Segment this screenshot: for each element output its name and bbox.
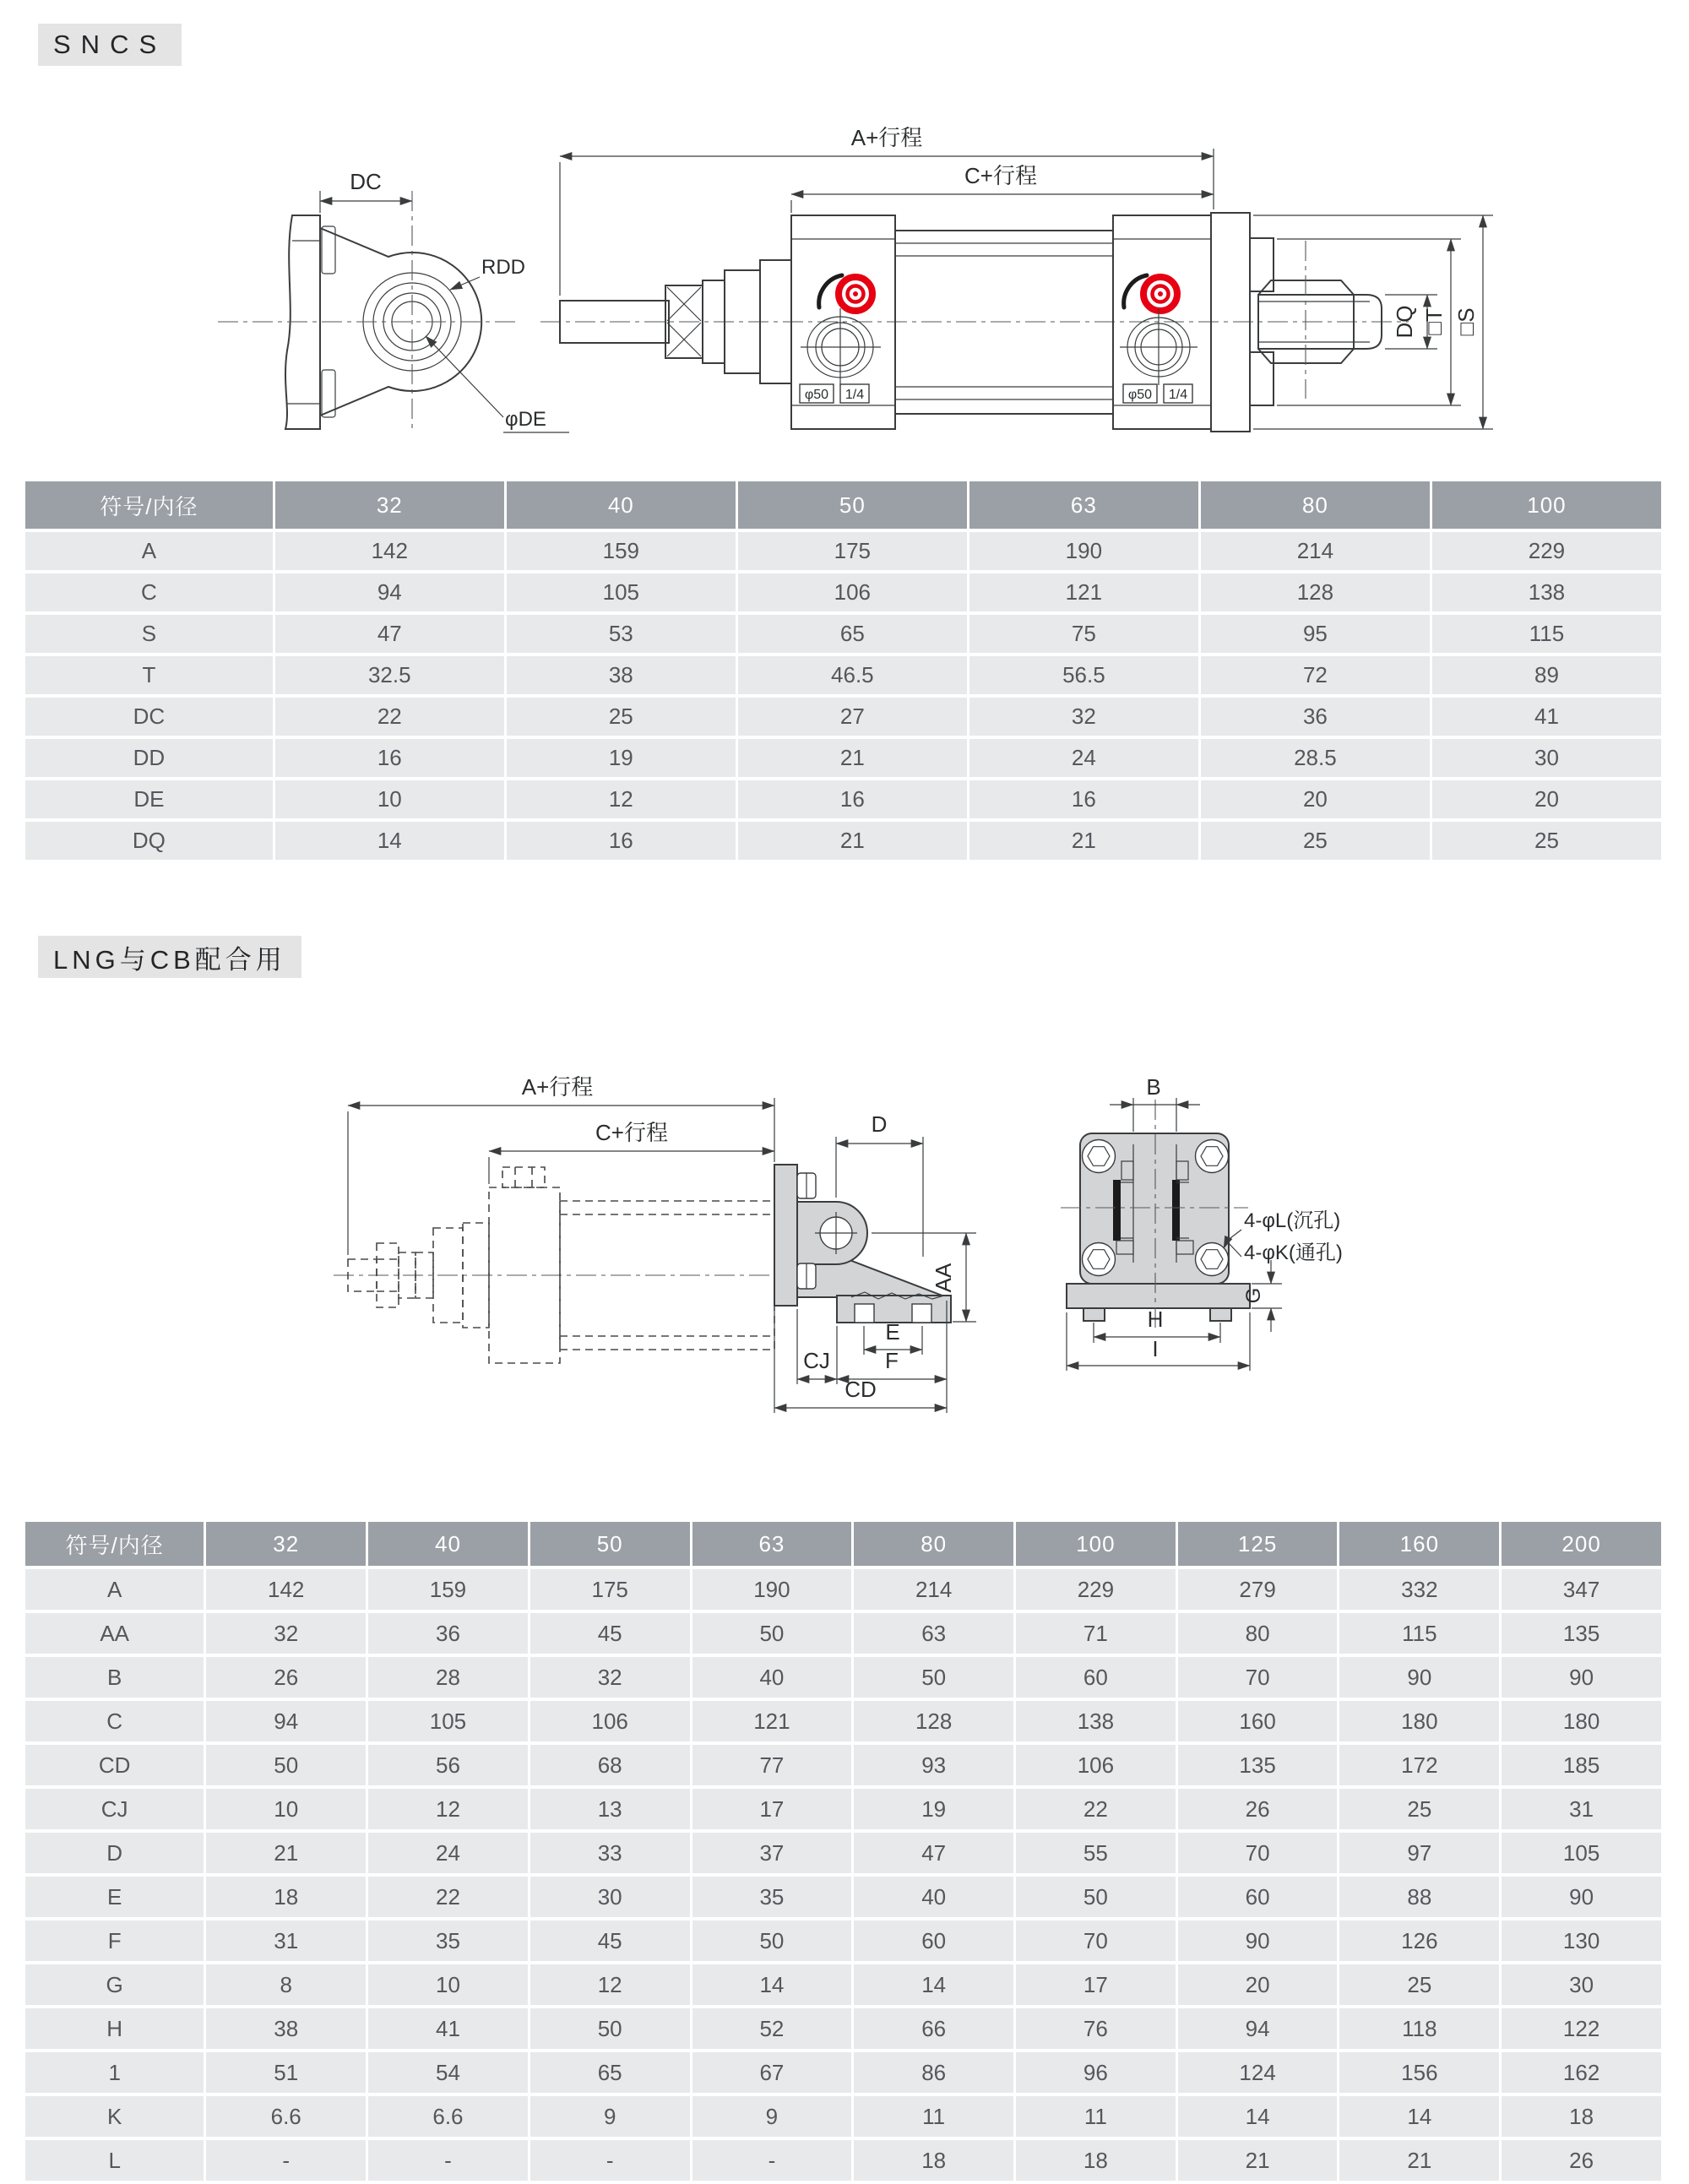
table-cell: 214 [1199, 530, 1431, 572]
table-cell: 38 [205, 2007, 367, 2051]
table-cell: 106 [529, 1699, 691, 1743]
table-cell: 25 [1199, 820, 1431, 861]
table-row [25, 2051, 1663, 2094]
table-col-header: 63 [691, 1522, 853, 1567]
table-cell: 122 [1501, 2007, 1663, 2051]
table-cell: 17 [1015, 1963, 1177, 2007]
dim-label-cd: CD [844, 1377, 877, 1402]
table-cell: 115 [1339, 1611, 1501, 1655]
table-cell: 63 [853, 1611, 1015, 1655]
sncs-technical-drawing [0, 68, 1689, 481]
table-cell: 36 [1199, 696, 1431, 737]
table-cell: 6.6 [205, 2094, 367, 2138]
dim-label-f: F [885, 1348, 899, 1373]
cylinder-side-view [540, 215, 1409, 429]
table-cell: 105 [1501, 1831, 1663, 1875]
dim-label-t: □T [1421, 308, 1447, 335]
table-cell: 50 [205, 1743, 367, 1787]
table-col-header: 50 [736, 481, 968, 530]
table-cell: 10 [367, 1963, 530, 2007]
table-cell: 32 [529, 1655, 691, 1699]
table-cell: 135 [1501, 1611, 1663, 1655]
table-cell: 71 [1015, 1611, 1177, 1655]
table-cell: 124 [1176, 2051, 1339, 2094]
port-badge-front: 1/4 [844, 388, 865, 402]
table-cell: 21 [736, 820, 968, 861]
row-label: F [25, 1919, 205, 1963]
table-cell: 67 [691, 2051, 853, 2094]
table-cell: 77 [691, 1743, 853, 1787]
section1-title: SNCS [53, 30, 167, 59]
table-cell: 20 [1431, 779, 1662, 820]
table-cell: 11 [853, 2094, 1015, 2138]
table-col-header: 80 [1199, 481, 1431, 530]
callout-counterbore: 4-φL(沉孔) [1244, 1209, 1341, 1232]
table-cell: 47 [274, 613, 505, 655]
table-cell: 50 [691, 1611, 853, 1655]
dimension-cd [774, 1309, 947, 1413]
table-cell: 11 [1015, 2094, 1177, 2138]
row-label: CJ [25, 1787, 205, 1831]
row-label: B [25, 1655, 205, 1699]
table-col-header: 32 [274, 481, 505, 530]
table-cell: 40 [691, 1655, 853, 1699]
table-cell: 96 [1015, 2051, 1177, 2094]
table-cell: 142 [205, 1567, 367, 1611]
table-header-row [25, 1522, 1663, 1567]
table-cell: 65 [529, 2051, 691, 2094]
table-cell: 20 [1176, 1963, 1339, 2007]
table-cell: 86 [853, 2051, 1015, 2094]
table-cell: 18 [205, 1875, 367, 1919]
table-cell: 17 [691, 1787, 853, 1831]
dim-label-a-stroke-2: A+行程 [521, 1074, 594, 1100]
table-cell: 26 [1501, 2138, 1663, 2182]
dimension-table [25, 1522, 1664, 2184]
table-cell: 90 [1176, 1919, 1339, 1963]
table-col-header: 100 [1431, 481, 1662, 530]
table-cell: 24 [367, 1831, 530, 1875]
table-row [25, 1963, 1663, 2007]
table-row [25, 1611, 1663, 1655]
dimension-dc [320, 169, 412, 213]
table-cell: 121 [968, 572, 1199, 613]
table-cell: 32 [968, 696, 1199, 737]
table-cell: 54 [367, 2051, 530, 2094]
table-cell: 41 [367, 2007, 530, 2051]
table-cell: 70 [1015, 1919, 1177, 1963]
table-cell: 89 [1431, 655, 1662, 696]
dim-label-dc: DC [350, 169, 382, 194]
hole-callouts [1224, 1209, 1343, 1264]
table-cell: 45 [529, 1919, 691, 1963]
cylinder-phantom-view [334, 1167, 794, 1363]
table-cell: 128 [853, 1699, 1015, 1743]
dim-label-i: I [1152, 1336, 1159, 1361]
table-cell: 21 [205, 1831, 367, 1875]
table-cell: 60 [1176, 1875, 1339, 1919]
clevis-end-view [218, 191, 517, 431]
rear-port-badges [1123, 384, 1192, 403]
table-col-header: 100 [1015, 1522, 1177, 1567]
dim-label-cj: CJ [803, 1348, 830, 1373]
table-cell: 105 [505, 572, 736, 613]
table-col-header: 80 [853, 1522, 1015, 1567]
table-cell: 56 [367, 1743, 530, 1787]
dim-label-c-stroke: C+行程 [964, 163, 1037, 188]
table-cell: 159 [505, 530, 736, 572]
table-cell: 106 [1015, 1743, 1177, 1787]
table-col-header: 50 [529, 1522, 691, 1567]
row-label: CD [25, 1743, 205, 1787]
table-cell: 94 [274, 572, 505, 613]
table-corner-header: 符号/内径 [25, 1522, 205, 1567]
table-cell: 37 [691, 1831, 853, 1875]
table-cell: 14 [853, 1963, 1015, 2007]
table-cell: 332 [1339, 1567, 1501, 1611]
table-row [25, 1655, 1663, 1699]
table-cell: 185 [1501, 1743, 1663, 1787]
table-cell: 30 [1431, 737, 1662, 779]
dim-label-h: H [1147, 1307, 1164, 1332]
table-cell: 95 [1199, 613, 1431, 655]
table-cell: 106 [736, 572, 968, 613]
table-header-row [25, 481, 1663, 530]
table-cell: 14 [1176, 2094, 1339, 2138]
table-cell: 90 [1501, 1655, 1663, 1699]
dim-label-s: □S [1453, 307, 1479, 336]
table-cell: 130 [1501, 1919, 1663, 1963]
table-cell: 45 [529, 1611, 691, 1655]
lng-cb-technical-drawing [0, 971, 1689, 1520]
table-cell: 50 [1015, 1875, 1177, 1919]
table-cell: - [205, 2138, 367, 2182]
table-col-header: 125 [1176, 1522, 1339, 1567]
row-label: DQ [25, 820, 274, 861]
table-row [25, 1743, 1663, 1787]
dimension-table [25, 481, 1664, 863]
table-cell: 20 [1199, 779, 1431, 820]
port-badge-rear: 1/4 [1168, 388, 1188, 402]
table-cell: 27 [736, 696, 968, 737]
table-row [25, 1699, 1663, 1743]
table-cell: 70 [1176, 1831, 1339, 1875]
row-label: DE [25, 779, 274, 820]
table-cell: 162 [1501, 2051, 1663, 2094]
dim-label-b: B [1146, 1074, 1161, 1100]
table-cell: 32.5 [274, 655, 505, 696]
table-cell: 50 [529, 2007, 691, 2051]
table-row [25, 1875, 1663, 1919]
table-cell: 60 [1015, 1655, 1177, 1699]
row-label: K [25, 2094, 205, 2138]
row-label: S [25, 613, 274, 655]
table-cell: 126 [1339, 1919, 1501, 1963]
bore-badge-rear: φ50 [1127, 388, 1153, 402]
table-col-header: 32 [205, 1522, 367, 1567]
table-cell: 10 [205, 1787, 367, 1831]
table-cell: 90 [1339, 1655, 1501, 1699]
table-cell: 70 [1176, 1655, 1339, 1699]
table-cell: 8 [205, 1963, 367, 2007]
table-row [25, 820, 1663, 861]
table-cell: 21 [1176, 2138, 1339, 2182]
table-cell: 56.5 [968, 655, 1199, 696]
table-cell: 10 [274, 779, 505, 820]
table-cell: - [691, 2138, 853, 2182]
row-label: AA [25, 1611, 205, 1655]
table-cell: 16 [968, 779, 1199, 820]
table-cell: 53 [505, 613, 736, 655]
table-cell: 19 [505, 737, 736, 779]
front-cushion-adjuster-icon [819, 275, 872, 311]
table-row [25, 572, 1663, 613]
dimension-a-stroke-2 [348, 1074, 774, 1255]
row-label: E [25, 1875, 205, 1919]
table-cell: 9 [691, 2094, 853, 2138]
table-col-header: 200 [1501, 1522, 1663, 1567]
table-cell: 160 [1176, 1699, 1339, 1743]
table-col-header: 63 [968, 481, 1199, 530]
row-label: A [25, 1567, 205, 1611]
table-cell: 90 [1501, 1875, 1663, 1919]
lng-cb-dimension-table [25, 1522, 1664, 2184]
table-cell: 65 [736, 613, 968, 655]
table-cell: 180 [1339, 1699, 1501, 1743]
table-col-header: 40 [505, 481, 736, 530]
table-cell: 190 [968, 530, 1199, 572]
table-cell: 12 [367, 1787, 530, 1831]
dim-label-de: φDE [505, 408, 546, 431]
table-row [25, 737, 1663, 779]
table-cell: 76 [1015, 2007, 1177, 2051]
row-label: DD [25, 737, 274, 779]
table-cell: 16 [736, 779, 968, 820]
table-cell: 60 [853, 1919, 1015, 1963]
rear-cushion-adjuster-icon [1124, 275, 1177, 311]
table-cell: 30 [1501, 1963, 1663, 2007]
table-cell: 88 [1339, 1875, 1501, 1919]
table-row [25, 2094, 1663, 2138]
table-cell: 105 [367, 1699, 530, 1743]
table-cell: - [529, 2138, 691, 2182]
table-cell: 36 [367, 1611, 530, 1655]
table-cell: 138 [1431, 572, 1662, 613]
table-cell: 22 [274, 696, 505, 737]
table-cell: 142 [274, 530, 505, 572]
table-cell: 6.6 [367, 2094, 530, 2138]
table-cell: - [367, 2138, 530, 2182]
table-cell: 72 [1199, 655, 1431, 696]
row-label: T [25, 655, 274, 696]
row-label: G [25, 1963, 205, 2007]
row-label: L [25, 2138, 205, 2182]
table-cell: 55 [1015, 1831, 1177, 1875]
dim-label-dq: DQ [1392, 305, 1417, 339]
table-cell: 41 [1431, 696, 1662, 737]
dim-label-aa: AA [931, 1263, 956, 1293]
table-cell: 180 [1501, 1699, 1663, 1743]
table-cell: 80 [1176, 1611, 1339, 1655]
table-cell: 25 [1431, 820, 1662, 861]
dimension-de [426, 336, 569, 432]
table-cell: 66 [853, 2007, 1015, 2051]
table-cell: 24 [968, 737, 1199, 779]
table-col-header: 40 [367, 1522, 530, 1567]
row-label: C [25, 572, 274, 613]
table-cell: 13 [529, 1787, 691, 1831]
table-row [25, 1919, 1663, 1963]
dimension-cj [797, 1309, 837, 1384]
table-cell: 31 [1501, 1787, 1663, 1831]
table-cell: 97 [1339, 1831, 1501, 1875]
table-cell: 12 [505, 779, 736, 820]
front-port [801, 308, 881, 386]
table-cell: 25 [1339, 1963, 1501, 2007]
table-row [25, 1831, 1663, 1875]
table-cell: 21 [968, 820, 1199, 861]
table-row [25, 2138, 1663, 2182]
dimension-a-stroke [560, 125, 1214, 296]
table-cell: 28 [367, 1655, 530, 1699]
table-cell: 46.5 [736, 655, 968, 696]
cb-bracket-side-view [774, 1165, 951, 1323]
table-row [25, 696, 1663, 737]
table-cell: 33 [529, 1831, 691, 1875]
table-cell: 229 [1015, 1567, 1177, 1611]
row-label: DC [25, 696, 274, 737]
table-row [25, 613, 1663, 655]
table-cell: 94 [205, 1699, 367, 1743]
table-cell: 25 [1339, 1787, 1501, 1831]
table-cell: 175 [736, 530, 968, 572]
table-cell: 40 [853, 1875, 1015, 1919]
table-cell: 25 [505, 696, 736, 737]
table-cell: 159 [367, 1567, 530, 1611]
row-label: D [25, 1831, 205, 1875]
table-cell: 35 [691, 1875, 853, 1919]
table-cell: 50 [691, 1919, 853, 1963]
table-row [25, 2007, 1663, 2051]
table-cell: 175 [529, 1567, 691, 1611]
table-cell: 279 [1176, 1567, 1339, 1611]
table-cell: 14 [274, 820, 505, 861]
table-cell: 9 [529, 2094, 691, 2138]
table-cell: 18 [853, 2138, 1015, 2182]
table-row [25, 1787, 1663, 1831]
table-cell: 121 [691, 1699, 853, 1743]
table-cell: 35 [367, 1919, 530, 1963]
bore-badge-front: φ50 [804, 388, 829, 402]
table-cell: 22 [1015, 1787, 1177, 1831]
table-row [25, 530, 1663, 572]
table-cell: 94 [1176, 2007, 1339, 2051]
table-cell: 50 [853, 1655, 1015, 1699]
table-cell: 32 [205, 1611, 367, 1655]
table-cell: 214 [853, 1567, 1015, 1611]
table-cell: 26 [205, 1655, 367, 1699]
dim-label-c-stroke-2: C+行程 [595, 1120, 668, 1145]
table-cell: 347 [1501, 1567, 1663, 1611]
dim-label-e: E [885, 1319, 900, 1345]
table-cell: 38 [505, 655, 736, 696]
section2-title: LNG与CB配合用 [53, 944, 286, 975]
table-cell: 30 [529, 1875, 691, 1919]
cb-bracket-front-view [1061, 1100, 1250, 1333]
table-cell: 128 [1199, 572, 1431, 613]
table-corner-header: 符号/内径 [25, 481, 274, 530]
table-cell: 18 [1501, 2094, 1663, 2138]
table-cell: 14 [1339, 2094, 1501, 2138]
rear-port [1120, 309, 1198, 385]
table-row [25, 1567, 1663, 1611]
table-cell: 68 [529, 1743, 691, 1787]
row-label: C [25, 1699, 205, 1743]
dimension-g [1242, 1260, 1282, 1332]
table-cell: 118 [1339, 2007, 1501, 2051]
callout-through-hole: 4-φK(通孔) [1244, 1241, 1343, 1264]
table-col-header: 160 [1339, 1522, 1501, 1567]
table-cell: 93 [853, 1743, 1015, 1787]
table-cell: 22 [367, 1875, 530, 1919]
table-cell: 52 [691, 2007, 853, 2051]
dimension-c-stroke [791, 163, 1214, 213]
table-cell: 18 [1015, 2138, 1177, 2182]
table-cell: 21 [736, 737, 968, 779]
front-port-badges [800, 384, 869, 403]
table-cell: 229 [1431, 530, 1662, 572]
table-cell: 12 [529, 1963, 691, 2007]
table-cell: 16 [274, 737, 505, 779]
dim-label-a-stroke: A+行程 [850, 125, 923, 150]
table-cell: 51 [205, 2051, 367, 2094]
table-cell: 115 [1431, 613, 1662, 655]
table-cell: 135 [1176, 1743, 1339, 1787]
table-cell: 172 [1339, 1743, 1501, 1787]
table-cell: 156 [1339, 2051, 1501, 2094]
table-cell: 47 [853, 1831, 1015, 1875]
table-cell: 21 [1339, 2138, 1501, 2182]
table-cell: 14 [691, 1963, 853, 2007]
table-cell: 138 [1015, 1699, 1177, 1743]
table-cell: 28.5 [1199, 737, 1431, 779]
table-row [25, 779, 1663, 820]
row-label: H [25, 2007, 205, 2051]
section1-title-badge [38, 24, 182, 66]
sncs-dimension-table [25, 481, 1664, 863]
table-row [25, 655, 1663, 696]
dim-label-rdd: RDD [481, 256, 525, 279]
table-cell: 26 [1176, 1787, 1339, 1831]
row-label: A [25, 530, 274, 572]
dim-label-g: G [1242, 1287, 1265, 1304]
table-cell: 190 [691, 1567, 853, 1611]
table-cell: 75 [968, 613, 1199, 655]
table-cell: 19 [853, 1787, 1015, 1831]
table-cell: 16 [505, 820, 736, 861]
table-cell: 31 [205, 1919, 367, 1963]
row-label: 1 [25, 2051, 205, 2094]
dim-label-d: D [871, 1111, 888, 1137]
